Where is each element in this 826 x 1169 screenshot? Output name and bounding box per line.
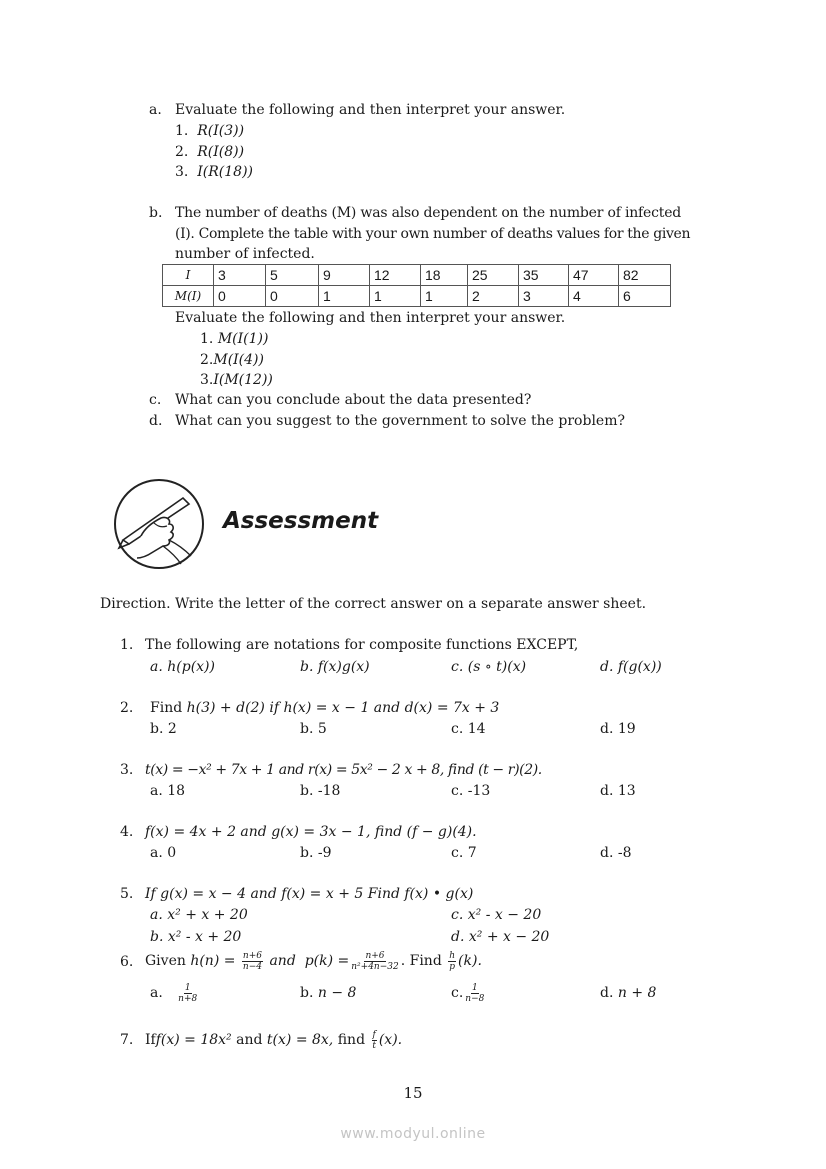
choice-label: d.: [600, 985, 614, 1001]
table-cell: 25: [468, 265, 519, 286]
item-number: 2.: [175, 144, 189, 160]
expression: R(I(3)): [197, 123, 245, 139]
q3-number: 3.: [120, 762, 134, 778]
watermark: www.modyul.online: [340, 1126, 486, 1142]
q6-number: 6.: [120, 954, 134, 970]
q7-find: find: [337, 1032, 366, 1048]
q6-given: Given: [145, 953, 186, 969]
numerator: 1: [471, 982, 478, 993]
q1-number: 1.: [120, 637, 134, 653]
table-cell: 35: [519, 265, 569, 286]
q1-choice-c: c. (s ∘ t)(x): [451, 659, 527, 675]
q5-choice-c: c. x² - x − 20: [451, 907, 542, 923]
denominator: t: [372, 1040, 376, 1051]
part-a-label: a.: [149, 102, 162, 118]
q6-choice-b: [300, 984, 356, 1002]
choice-fraction: [178, 983, 197, 1004]
expression: M(I(1)): [217, 331, 269, 347]
q2-text: [150, 699, 499, 717]
q6-h-lhs: h(n) =: [190, 953, 236, 969]
part-b-line-3: number of infected.: [175, 246, 315, 262]
table-cell: 0: [266, 286, 319, 307]
expression: I(M(12)): [213, 372, 273, 388]
q5-choice-d: d. x² + x − 20: [451, 929, 550, 945]
q5-choice-a: a. x² + x + 20: [150, 907, 248, 923]
denominator: p: [449, 961, 456, 972]
q6-hp-arg: (k).: [458, 953, 482, 969]
q2-number: 2.: [120, 700, 134, 716]
q5-choice-b: b. x² - x + 20: [150, 929, 242, 945]
table-cell: 82: [619, 265, 671, 286]
table-cell: 5: [266, 265, 319, 286]
q6-p-lhs: p(k) =: [304, 953, 350, 969]
table-cell: 1: [319, 286, 370, 307]
q4-choice-c: c. 7: [451, 845, 477, 861]
q6-hp-fraction: [448, 951, 456, 972]
table-cell: 2: [468, 286, 519, 307]
direction-text: Direction. Write the letter of the correct answer on a separate answer sheet.: [100, 596, 647, 612]
q7-t-expression: t(x) = 8x,: [266, 1032, 334, 1048]
table-cell: 18: [421, 265, 468, 286]
part-d-label: d.: [149, 413, 163, 429]
item-number: 3.: [175, 164, 189, 180]
part-b-eval-text: Evaluate the following and then interpret your answer.: [175, 310, 566, 326]
choice-label: b.: [300, 985, 314, 1001]
item-number: 1.: [175, 123, 189, 139]
denominator: n+8: [178, 993, 198, 1004]
choice-label: a.: [150, 985, 163, 1001]
row-header: I: [163, 265, 214, 286]
table-cell: 4: [569, 286, 619, 307]
denominator: n−4: [242, 961, 262, 972]
hand-writing-pencil-icon: [113, 478, 205, 570]
table-cell: 3: [214, 265, 266, 286]
denominator: n²+4n−32: [351, 961, 399, 972]
q7-text: [145, 1025, 402, 1055]
page-number: 15: [403, 1084, 423, 1102]
choice-expression: n + 8: [617, 985, 657, 1001]
numerator: n+6: [242, 950, 262, 961]
row-header: M(I): [163, 286, 214, 307]
part-b-item-2: [200, 351, 264, 369]
q2-choice-c: c. 14: [451, 721, 486, 737]
q1-choice-b: b. f(x)g(x): [300, 659, 370, 675]
expression: M(I(4)): [213, 352, 264, 368]
table-cell: 3: [519, 286, 569, 307]
q6-p-fraction: [351, 951, 398, 972]
q3-text: t(x) = −x² + 7x + 1 and r(x) = 5x² − 2 x + 8, find (t − r)(2).: [145, 762, 542, 778]
part-a-item-1: [175, 122, 244, 140]
q4-text: f(x) = 4x + 2 and g(x) = 3x − 1, find (f − g)(4).: [145, 824, 477, 840]
q6-and: and: [269, 953, 296, 969]
q2-choice-b: b. 5: [300, 721, 327, 737]
table-cell: 6: [619, 286, 671, 307]
q6-choice-c: [451, 978, 486, 1008]
denominator: n−8: [465, 993, 485, 1004]
item-number: 1.: [200, 331, 214, 347]
item-number: 3.: [200, 372, 214, 388]
q7-number: 7.: [120, 1032, 134, 1048]
part-c-label: c.: [149, 392, 162, 408]
table-cell: 12: [370, 265, 421, 286]
table-cell: 9: [319, 265, 370, 286]
table-cell: 0: [214, 286, 266, 307]
table-row-deaths: [163, 286, 671, 307]
q7-and: and: [236, 1032, 263, 1048]
expression: R(I(8)): [197, 144, 245, 160]
item-number: 2.: [200, 352, 214, 368]
table-cell: 1: [370, 286, 421, 307]
q4-choice-b: b. -9: [300, 845, 332, 861]
q7-ft-arg: (x).: [378, 1032, 403, 1048]
table-cell: 1: [421, 286, 468, 307]
q4-choice-a: a. 0: [150, 845, 177, 861]
numerator: h: [449, 950, 456, 961]
deaths-table: [162, 264, 671, 307]
part-b-line-2: (I). Complete the table with your own number of deaths values for the given: [175, 226, 691, 242]
q6-text: [145, 946, 482, 976]
q1-text: The following are notations for composite functions EXCEPT,: [145, 637, 579, 653]
part-c-text: What can you conclude about the data presented?: [175, 392, 532, 408]
table-cell: 47: [569, 265, 619, 286]
assessment-title: Assessment: [223, 508, 379, 534]
q6-choice-d: [600, 984, 656, 1002]
part-a-item-3: [175, 163, 253, 181]
q5-number: 5.: [120, 886, 134, 902]
q2-choice-a: b. 2: [150, 721, 177, 737]
numerator: f: [372, 1029, 376, 1040]
expression: I(R(18)): [197, 164, 253, 180]
q7-ft-fraction: [372, 1030, 377, 1051]
part-b-line-1: The number of deaths (M) was also dependent on the number of infected: [175, 205, 682, 221]
part-b-item-1: [200, 330, 268, 348]
q6-choice-a: [150, 978, 199, 1008]
choice-expression: n − 8: [317, 985, 357, 1001]
part-b-item-3: [200, 371, 273, 389]
q5-text: If g(x) = x − 4 and f(x) = x + 5 Find f(x) • g(x): [145, 886, 474, 902]
table-row-infected: [163, 265, 671, 286]
q3-choice-a: a. 18: [150, 783, 186, 799]
q7-if: If: [145, 1032, 156, 1048]
q4-choice-d: d. -8: [600, 845, 632, 861]
q3-choice-b: b. -18: [300, 783, 341, 799]
q3-choice-c: c. -13: [451, 783, 491, 799]
choice-fraction: [465, 983, 484, 1004]
part-b-label: b.: [149, 205, 163, 221]
numerator: n+6: [365, 950, 385, 961]
q2-choice-d: d. 19: [600, 721, 636, 737]
numerator: 1: [184, 982, 191, 993]
q1-choice-a: a. h(p(x)): [150, 659, 215, 675]
part-a-text: Evaluate the following and then interpret your answer.: [175, 102, 566, 118]
q3-choice-d: d. 13: [600, 783, 636, 799]
part-a-item-2: [175, 143, 244, 161]
q2-expression: h(3) + d(2) if h(x) = x − 1 and d(x) = 7x + 3: [186, 700, 500, 716]
q7-f-expression: f(x) = 18x²: [155, 1032, 232, 1048]
q6-find: . Find: [400, 953, 442, 969]
choice-label: c.: [451, 985, 464, 1001]
q2-find: Find: [150, 700, 187, 716]
part-d-text: What can you suggest to the government to solve the problem?: [175, 413, 625, 429]
q6-h-fraction: [242, 951, 263, 972]
q4-number: 4.: [120, 824, 134, 840]
q1-choice-d: d. f(g(x)): [600, 659, 662, 675]
